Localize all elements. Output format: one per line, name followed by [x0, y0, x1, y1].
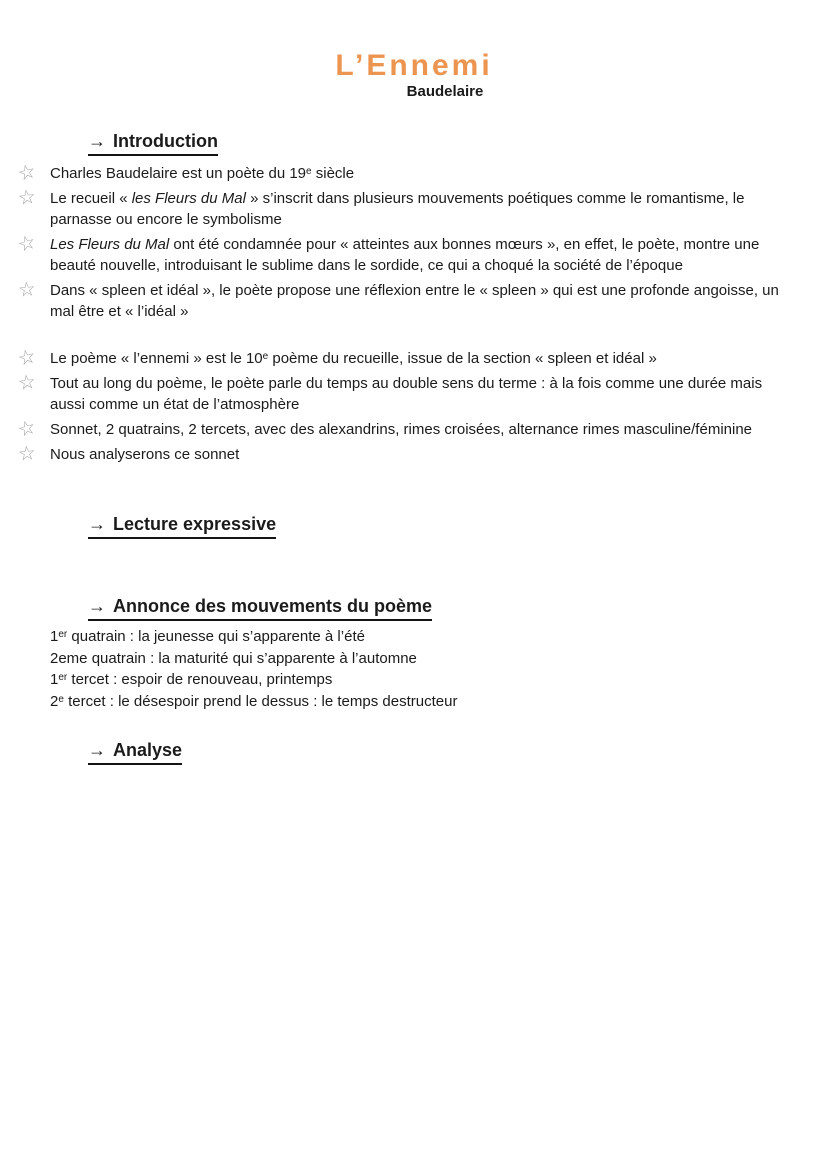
bullet-text — [50, 421, 752, 438]
bullet-item — [16, 185, 798, 230]
text-segment: ont été condamnée pour « atteintes aux bonnes mœurs », en effet, le poète, montre une beauté nouvelle, introduisant le sublime dans le sordide, ce qui a choqué la société de l’époque — [50, 236, 760, 274]
text-segment: Sonnet, 2 quatrains, 2 tercets, avec des alexandrins, rimes croisées, alternance rimes masculine/féminine — [50, 421, 753, 438]
section-heading-annonce-mouvements — [88, 595, 828, 621]
text-segment: 1 — [50, 628, 59, 645]
text-segment: 2eme quatrain : la maturité qui s’apparente à l’automne — [50, 649, 417, 667]
movement-line-text — [50, 671, 332, 688]
section-heading-label: Introduction — [113, 131, 218, 151]
text-segment: poème du recueille, issue de la section « spleen et idéal » — [268, 350, 657, 367]
bullet-item — [15, 160, 798, 186]
arrow-icon: → — [88, 596, 106, 616]
bullet-item — [15, 345, 798, 371]
section-heading-introduction — [88, 130, 828, 156]
text-segment: les Fleurs du Mal — [131, 190, 246, 207]
bullet-item — [17, 278, 798, 322]
text-segment: Charles Baudelaire est un poète du 19 — [50, 165, 307, 182]
movement-line — [50, 691, 800, 713]
section-heading-label: Analyse — [113, 740, 183, 760]
text-segment: » s’inscrit dans plusieurs mouvements poétiques comme le romantisme, le parnasse ou encore le symbolisme — [50, 190, 745, 228]
star-icon: ☆ — [16, 370, 38, 396]
bullet-item — [15, 230, 798, 276]
arrow-icon: → — [88, 131, 106, 151]
page-title: L’Ennemi — [335, 49, 493, 82]
section-heading-label: Annonce des mouvements du poème — [113, 596, 433, 616]
section-heading-lecture-expressive — [88, 513, 828, 539]
bullet-text — [50, 282, 779, 320]
movement-lines-list — [50, 626, 800, 712]
movement-line-text — [50, 650, 417, 667]
section-heading-analyse — [88, 739, 828, 765]
superscript-text: e — [262, 351, 269, 362]
bullet-text — [50, 190, 744, 228]
arrow-icon: → — [88, 740, 106, 760]
text-segment: Nous analyserons ce sonnet — [50, 446, 240, 463]
superscript-text: er — [58, 629, 68, 640]
text-segment: Tout au long du poème, le poète parle du temps au double sens du terme : à la fois comme une durée mais aussi comme un état de l’atmosphère — [50, 375, 763, 413]
star-icon: ☆ — [17, 442, 37, 466]
superscript-text: e — [306, 166, 312, 177]
text-segment: 2 — [50, 692, 59, 710]
star-icon: ☆ — [16, 185, 38, 211]
text-segment: tercet : espoir de renouveau, printemps — [67, 671, 333, 688]
superscript-text: e — [58, 693, 64, 705]
bullet-text — [50, 165, 354, 182]
movement-line-text — [50, 693, 457, 710]
movement-line-text — [50, 628, 365, 645]
bullet-item — [16, 370, 798, 415]
bullet-text — [50, 236, 759, 274]
text-segment: Le poème « l’ennemi » est le 10 — [50, 350, 263, 367]
star-icon: ☆ — [15, 160, 39, 186]
bullet-text — [50, 446, 239, 463]
movement-line — [50, 669, 800, 691]
star-icon: ☆ — [15, 345, 39, 371]
superscript-text: er — [58, 672, 68, 683]
star-icon: ☆ — [17, 278, 37, 302]
movement-line — [50, 648, 800, 670]
bullet-item — [17, 442, 798, 466]
bullet-item — [15, 415, 798, 443]
introduction-bullet-list-1 — [15, 160, 798, 322]
star-icon: ☆ — [15, 230, 39, 258]
text-segment: Dans « spleen et idéal », le poète propose une réflexion entre le « spleen » qui est une profonde angoisse, un mal être et « l’idéal » — [50, 282, 779, 320]
text-segment: quatrain : la jeunesse qui s’apparente à l’été — [67, 628, 365, 645]
text-segment: siècle — [311, 165, 355, 182]
bullet-text — [50, 350, 657, 367]
movement-line — [50, 626, 800, 648]
text-segment: Les Fleurs du Mal — [50, 236, 170, 253]
introduction-bullet-list-2 — [15, 345, 798, 466]
section-heading-label: Lecture expressive — [113, 514, 277, 534]
arrow-icon: → — [88, 514, 106, 534]
text-segment: 1 — [50, 671, 59, 688]
title-block — [0, 0, 828, 101]
text-segment: Le recueil « — [50, 190, 132, 207]
bullet-text — [50, 375, 762, 413]
page-subtitle: Baudelaire — [406, 83, 484, 100]
star-icon: ☆ — [15, 415, 39, 443]
text-segment: tercet : le désespoir prend le dessus : le temps destructeur — [63, 692, 458, 710]
